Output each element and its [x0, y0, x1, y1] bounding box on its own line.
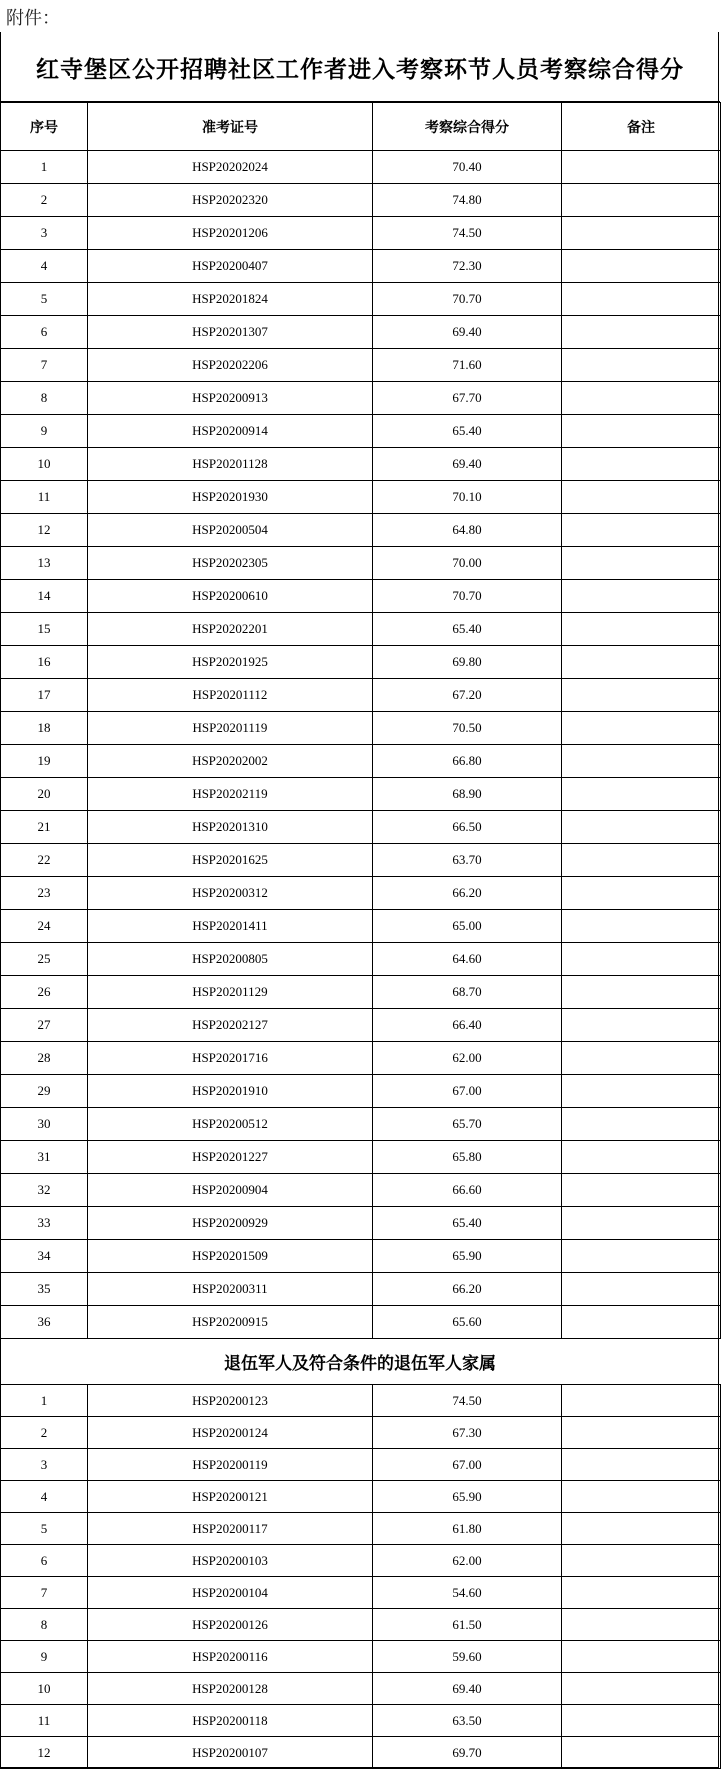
cell-exam-id: HSP20200407 — [88, 250, 373, 283]
cell-index: 13 — [1, 547, 88, 580]
cell-exam-id: HSP20200119 — [88, 1449, 373, 1481]
cell-remark — [562, 217, 721, 250]
cell-score: 66.40 — [373, 1009, 562, 1042]
cell-exam-id: HSP20201625 — [88, 844, 373, 877]
cell-score: 67.00 — [373, 1449, 562, 1481]
cell-score: 67.70 — [373, 382, 562, 415]
cell-index: 4 — [1, 1481, 88, 1513]
score-table-veterans — [0, 1384, 721, 1769]
cell-exam-id: HSP20200504 — [88, 514, 373, 547]
cell-exam-id: HSP20200128 — [88, 1673, 373, 1705]
table-row — [1, 646, 721, 679]
table-row — [1, 1481, 721, 1513]
table-row — [1, 349, 721, 382]
table-header-row — [1, 103, 721, 151]
cell-exam-id: HSP20201509 — [88, 1240, 373, 1273]
cell-remark — [562, 745, 721, 778]
cell-score: 66.20 — [373, 1273, 562, 1306]
table-row — [1, 910, 721, 943]
cell-score: 69.40 — [373, 448, 562, 481]
cell-exam-id: HSP20200118 — [88, 1705, 373, 1737]
cell-index: 9 — [1, 1641, 88, 1673]
cell-remark — [562, 844, 721, 877]
cell-index: 10 — [1, 1673, 88, 1705]
score-table-veterans-body — [1, 1385, 721, 1769]
cell-exam-id: HSP20201930 — [88, 481, 373, 514]
cell-index: 1 — [1, 151, 88, 184]
attachment-label: 附件： — [6, 8, 60, 29]
cell-exam-id: HSP20200904 — [88, 1174, 373, 1207]
cell-remark — [562, 415, 721, 448]
header-score: 考察综合得分 — [373, 103, 562, 151]
table-row — [1, 1042, 721, 1075]
cell-remark — [562, 1174, 721, 1207]
cell-index: 11 — [1, 481, 88, 514]
cell-remark — [562, 943, 721, 976]
cell-exam-id: HSP20202206 — [88, 349, 373, 382]
cell-score: 74.50 — [373, 1385, 562, 1417]
cell-score: 54.60 — [373, 1577, 562, 1609]
cell-index: 12 — [1, 514, 88, 547]
cell-exam-id: HSP20202024 — [88, 151, 373, 184]
cell-exam-id: HSP20200117 — [88, 1513, 373, 1545]
cell-index: 5 — [1, 1513, 88, 1545]
cell-score: 74.80 — [373, 184, 562, 217]
table-row — [1, 1673, 721, 1705]
cell-score: 65.40 — [373, 415, 562, 448]
cell-index: 2 — [1, 1417, 88, 1449]
cell-score: 65.40 — [373, 613, 562, 646]
table-row — [1, 316, 721, 349]
cell-score: 68.90 — [373, 778, 562, 811]
cell-remark — [562, 184, 721, 217]
cell-remark — [562, 283, 721, 316]
cell-index: 7 — [1, 349, 88, 382]
cell-remark — [562, 1609, 721, 1641]
cell-remark — [562, 1009, 721, 1042]
cell-remark — [562, 316, 721, 349]
cell-index: 34 — [1, 1240, 88, 1273]
cell-exam-id: HSP20200116 — [88, 1641, 373, 1673]
table-row — [1, 844, 721, 877]
cell-score: 63.50 — [373, 1705, 562, 1737]
cell-remark — [562, 1705, 721, 1737]
cell-index: 35 — [1, 1273, 88, 1306]
cell-remark — [562, 1737, 721, 1769]
table-row — [1, 976, 721, 1009]
cell-score: 74.50 — [373, 217, 562, 250]
cell-remark — [562, 481, 721, 514]
cell-index: 5 — [1, 283, 88, 316]
cell-index: 20 — [1, 778, 88, 811]
cell-index: 28 — [1, 1042, 88, 1075]
section-title-veterans: 退伍军人及符合条件的退伍军人家属 — [224, 1354, 496, 1374]
cell-index: 7 — [1, 1577, 88, 1609]
cell-index: 36 — [1, 1306, 88, 1339]
cell-exam-id: HSP20200805 — [88, 943, 373, 976]
cell-index: 19 — [1, 745, 88, 778]
cell-score: 70.50 — [373, 712, 562, 745]
cell-remark — [562, 613, 721, 646]
cell-remark — [562, 646, 721, 679]
cell-exam-id: HSP20201310 — [88, 811, 373, 844]
cell-index: 23 — [1, 877, 88, 910]
cell-index: 27 — [1, 1009, 88, 1042]
table-row — [1, 1009, 721, 1042]
cell-score: 68.70 — [373, 976, 562, 1009]
cell-score: 61.80 — [373, 1513, 562, 1545]
cell-index: 10 — [1, 448, 88, 481]
table-row — [1, 1737, 721, 1769]
table-row — [1, 1075, 721, 1108]
cell-exam-id: HSP20202119 — [88, 778, 373, 811]
cell-index: 30 — [1, 1108, 88, 1141]
cell-index: 21 — [1, 811, 88, 844]
cell-score: 61.50 — [373, 1609, 562, 1641]
cell-exam-id: HSP20201206 — [88, 217, 373, 250]
cell-remark — [562, 1513, 721, 1545]
table-row — [1, 415, 721, 448]
cell-index: 31 — [1, 1141, 88, 1174]
cell-score: 66.80 — [373, 745, 562, 778]
cell-score: 65.90 — [373, 1481, 562, 1513]
cell-score: 66.60 — [373, 1174, 562, 1207]
cell-index: 29 — [1, 1075, 88, 1108]
cell-score: 64.60 — [373, 943, 562, 976]
cell-remark — [562, 1108, 721, 1141]
document-title: 红寺堡区公开招聘社区工作者进入考察环节人员考察综合得分 — [0, 33, 720, 102]
cell-remark — [562, 151, 721, 184]
cell-index: 6 — [1, 1545, 88, 1577]
cell-exam-id: HSP20202305 — [88, 547, 373, 580]
table-row — [1, 1141, 721, 1174]
table-row — [1, 547, 721, 580]
table-row — [1, 184, 721, 217]
table-row — [1, 1240, 721, 1273]
cell-exam-id: HSP20201910 — [88, 1075, 373, 1108]
cell-remark — [562, 349, 721, 382]
cell-remark — [562, 811, 721, 844]
table-row — [1, 1641, 721, 1673]
cell-index: 16 — [1, 646, 88, 679]
header-remark: 备注 — [562, 103, 721, 151]
cell-score: 69.40 — [373, 1673, 562, 1705]
table-row — [1, 1108, 721, 1141]
cell-exam-id: HSP20201824 — [88, 283, 373, 316]
cell-remark — [562, 1481, 721, 1513]
cell-score: 70.10 — [373, 481, 562, 514]
cell-score: 65.90 — [373, 1240, 562, 1273]
cell-index: 33 — [1, 1207, 88, 1240]
cell-remark — [562, 1207, 721, 1240]
table-row — [1, 448, 721, 481]
table-row — [1, 283, 721, 316]
cell-score: 69.70 — [373, 1737, 562, 1769]
table-row — [1, 151, 721, 184]
cell-score: 59.60 — [373, 1641, 562, 1673]
table-row — [1, 1306, 721, 1339]
cell-score: 64.80 — [373, 514, 562, 547]
table-row — [1, 1705, 721, 1737]
cell-remark — [562, 1417, 721, 1449]
table-row — [1, 250, 721, 283]
cell-remark — [562, 877, 721, 910]
cell-remark — [562, 1641, 721, 1673]
cell-exam-id: HSP20201128 — [88, 448, 373, 481]
cell-score: 72.30 — [373, 250, 562, 283]
cell-remark — [562, 1385, 721, 1417]
table-row — [1, 1545, 721, 1577]
cell-remark — [562, 580, 721, 613]
cell-index: 4 — [1, 250, 88, 283]
score-table-main-body — [1, 151, 721, 1339]
cell-exam-id: HSP20202127 — [88, 1009, 373, 1042]
cell-index: 32 — [1, 1174, 88, 1207]
cell-index: 15 — [1, 613, 88, 646]
table-row — [1, 1417, 721, 1449]
cell-index: 11 — [1, 1705, 88, 1737]
cell-remark — [562, 448, 721, 481]
cell-exam-id: HSP20201307 — [88, 316, 373, 349]
cell-remark — [562, 1449, 721, 1481]
cell-remark — [562, 910, 721, 943]
cell-index: 3 — [1, 1449, 88, 1481]
cell-remark — [562, 1545, 721, 1577]
table-row — [1, 877, 721, 910]
table-row — [1, 613, 721, 646]
cell-remark — [562, 1075, 721, 1108]
cell-score: 65.80 — [373, 1141, 562, 1174]
cell-index: 1 — [1, 1385, 88, 1417]
cell-exam-id: HSP20200124 — [88, 1417, 373, 1449]
cell-exam-id: HSP20200610 — [88, 580, 373, 613]
cell-exam-id: HSP20200103 — [88, 1545, 373, 1577]
cell-remark — [562, 382, 721, 415]
cell-index: 12 — [1, 1737, 88, 1769]
cell-remark — [562, 547, 721, 580]
table-row — [1, 1513, 721, 1545]
cell-remark — [562, 1673, 721, 1705]
cell-exam-id: HSP20200121 — [88, 1481, 373, 1513]
cell-score: 62.00 — [373, 1042, 562, 1075]
cell-index: 18 — [1, 712, 88, 745]
table-row — [1, 943, 721, 976]
cell-score: 62.00 — [373, 1545, 562, 1577]
table-row — [1, 778, 721, 811]
cell-remark — [562, 712, 721, 745]
table-row — [1, 679, 721, 712]
cell-remark — [562, 1042, 721, 1075]
table-row — [1, 1207, 721, 1240]
score-table-main — [0, 102, 721, 1339]
cell-exam-id: HSP20201129 — [88, 976, 373, 1009]
cell-exam-id: HSP20200512 — [88, 1108, 373, 1141]
cell-exam-id: HSP20201925 — [88, 646, 373, 679]
table-row — [1, 811, 721, 844]
cell-exam-id: HSP20200123 — [88, 1385, 373, 1417]
cell-index: 26 — [1, 976, 88, 1009]
cell-exam-id: HSP20200913 — [88, 382, 373, 415]
cell-remark — [562, 1306, 721, 1339]
cell-index: 9 — [1, 415, 88, 448]
cell-score: 70.00 — [373, 547, 562, 580]
cell-exam-id: HSP20201119 — [88, 712, 373, 745]
cell-exam-id: HSP20200929 — [88, 1207, 373, 1240]
cell-remark — [562, 514, 721, 547]
cell-exam-id: HSP20201227 — [88, 1141, 373, 1174]
cell-exam-id: HSP20201411 — [88, 910, 373, 943]
cell-index: 14 — [1, 580, 88, 613]
table-row — [1, 1609, 721, 1641]
cell-score: 70.40 — [373, 151, 562, 184]
cell-remark — [562, 1273, 721, 1306]
cell-score: 69.80 — [373, 646, 562, 679]
cell-score: 71.60 — [373, 349, 562, 382]
cell-score: 70.70 — [373, 283, 562, 316]
cell-score: 66.50 — [373, 811, 562, 844]
cell-index: 2 — [1, 184, 88, 217]
cell-score: 63.70 — [373, 844, 562, 877]
cell-remark — [562, 1141, 721, 1174]
table-row — [1, 1449, 721, 1481]
cell-score: 66.20 — [373, 877, 562, 910]
cell-index: 24 — [1, 910, 88, 943]
cell-exam-id: HSP20200914 — [88, 415, 373, 448]
cell-index: 8 — [1, 382, 88, 415]
cell-score: 67.30 — [373, 1417, 562, 1449]
table-row — [1, 1174, 721, 1207]
cell-score: 65.60 — [373, 1306, 562, 1339]
cell-score: 65.70 — [373, 1108, 562, 1141]
cell-exam-id: HSP20200312 — [88, 877, 373, 910]
table-row — [1, 1273, 721, 1306]
cell-score: 70.70 — [373, 580, 562, 613]
cell-remark — [562, 1240, 721, 1273]
table-row — [1, 481, 721, 514]
table-row — [1, 1385, 721, 1417]
table-row — [1, 514, 721, 547]
table-row — [1, 382, 721, 415]
cell-score: 65.00 — [373, 910, 562, 943]
cell-exam-id: HSP20200915 — [88, 1306, 373, 1339]
cell-remark — [562, 679, 721, 712]
cell-exam-id: HSP20201716 — [88, 1042, 373, 1075]
cell-index: 17 — [1, 679, 88, 712]
header-index: 序号 — [1, 103, 88, 151]
cell-score: 65.40 — [373, 1207, 562, 1240]
cell-exam-id: HSP20201112 — [88, 679, 373, 712]
cell-remark — [562, 976, 721, 1009]
cell-remark — [562, 778, 721, 811]
cell-exam-id: HSP20200107 — [88, 1737, 373, 1769]
cell-score: 69.40 — [373, 316, 562, 349]
cell-exam-id: HSP20202201 — [88, 613, 373, 646]
table-row — [1, 580, 721, 613]
table-row — [1, 1577, 721, 1609]
cell-index: 25 — [1, 943, 88, 976]
cell-remark — [562, 250, 721, 283]
table-row — [1, 712, 721, 745]
cell-index: 3 — [1, 217, 88, 250]
header-exam-id: 准考证号 — [88, 103, 373, 151]
cell-exam-id: HSP20200104 — [88, 1577, 373, 1609]
table-row — [1, 217, 721, 250]
cell-score: 67.20 — [373, 679, 562, 712]
table-row — [1, 745, 721, 778]
cell-score: 67.00 — [373, 1075, 562, 1108]
cell-exam-id: HSP20200311 — [88, 1273, 373, 1306]
cell-exam-id: HSP20202320 — [88, 184, 373, 217]
cell-exam-id: HSP20202002 — [88, 745, 373, 778]
cell-index: 6 — [1, 316, 88, 349]
cell-exam-id: HSP20200126 — [88, 1609, 373, 1641]
cell-index: 22 — [1, 844, 88, 877]
cell-index: 8 — [1, 1609, 88, 1641]
cell-remark — [562, 1577, 721, 1609]
